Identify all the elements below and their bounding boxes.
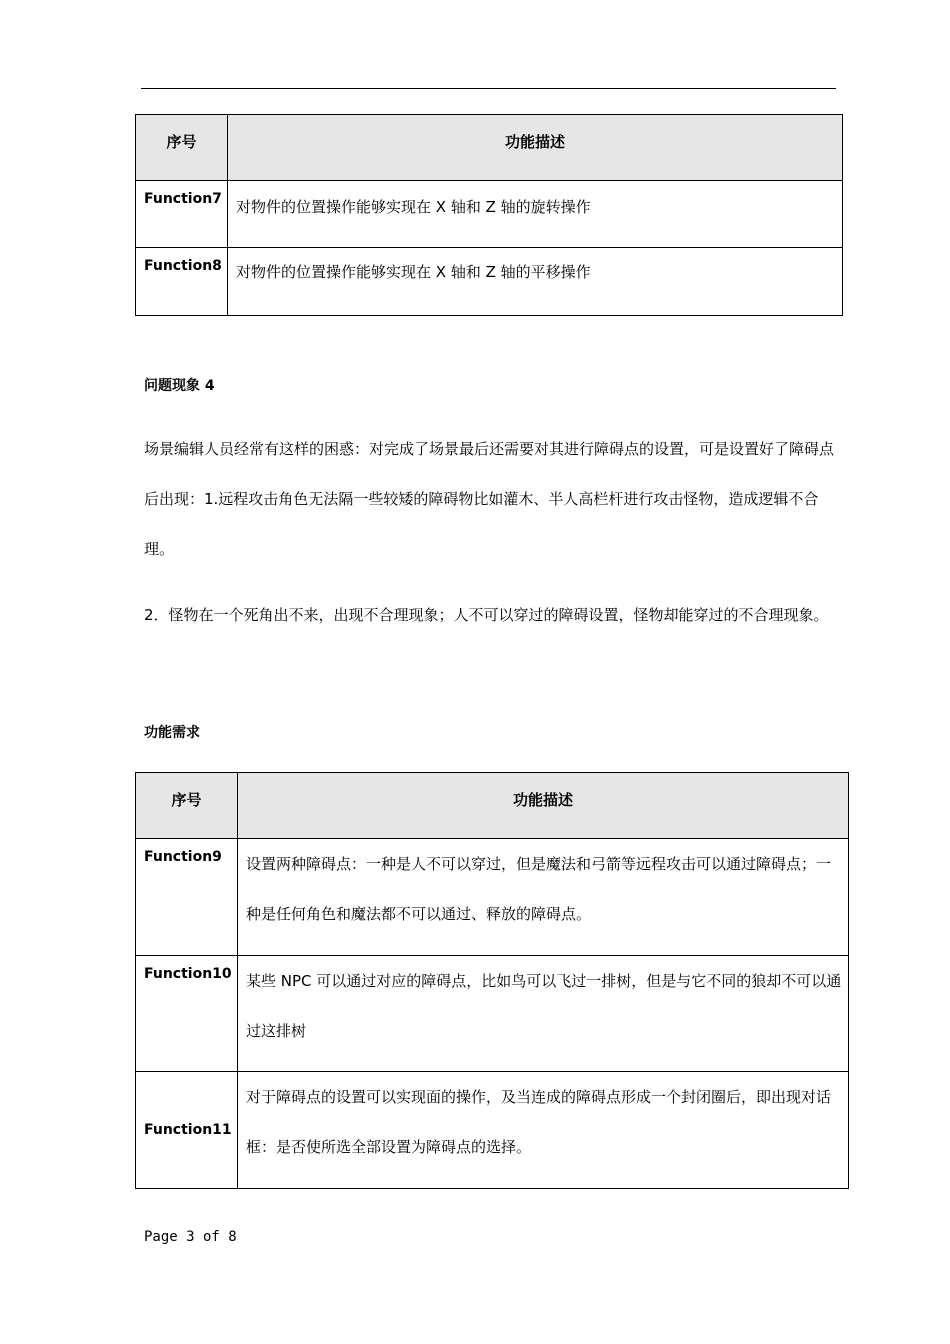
function-id: Function8	[136, 248, 228, 316]
function-desc: 对物件的位置操作能够实现在 X 轴和 Z 轴的平移操作	[228, 248, 843, 316]
header-id-cell: 序号	[136, 115, 228, 181]
section-heading-requirements: 功能需求	[144, 725, 200, 741]
function-desc: 对于障碍点的设置可以实现面的操作，及当连成的障碍点形成一个封闭圈后，即出现对话框：是否使所选全部设置为障碍点的选择。	[238, 1072, 849, 1189]
function-desc: 对物件的位置操作能够实现在 X 轴和 Z 轴的旋转操作	[228, 181, 843, 248]
function-table-1	[135, 114, 843, 316]
table-row	[136, 1072, 849, 1189]
table-row	[136, 248, 843, 316]
problem-paragraph-1: 场景编辑人员经常有这样的困惑：对完成了场景最后还需要对其进行障碍点的设置，可是设置好了障碍点后出现：1.远程攻击角色无法隔一些较矮的障碍物比如灌木、半人高栏杆进行攻击怪物，造成逻辑不合理。	[144, 440, 835, 558]
section-heading-problem: 问题现象 4	[144, 378, 215, 394]
header-id-cell: 序号	[136, 773, 238, 839]
table-header-row	[136, 773, 849, 839]
problem-paragraph-2: 2．怪物在一个死角出不来，出现不合理现象；人不可以穿过的障碍设置，怪物却能穿过的不合理现象。	[144, 606, 829, 624]
table-header-row	[136, 115, 843, 181]
table-row	[136, 839, 849, 956]
function-id: Function9	[136, 839, 238, 956]
table-row	[136, 181, 843, 248]
header-rule	[141, 88, 836, 89]
header-desc-cell: 功能描述	[228, 115, 843, 181]
function-desc: 设置两种障碍点：一种是人不可以穿过，但是魔法和弓箭等远程攻击可以通过障碍点；一种是任何角色和魔法都不可以通过、释放的障碍点。	[238, 839, 849, 956]
function-id: Function7	[136, 181, 228, 248]
function-id: Function10	[136, 956, 238, 1072]
function-desc: 某些 NPC 可以通过对应的障碍点，比如鸟可以飞过一排树，但是与它不同的狼却不可以通过这排树	[238, 956, 849, 1072]
page-number: Page 3 of 8	[144, 1229, 237, 1245]
function-table-2	[135, 772, 849, 1189]
header-desc-cell: 功能描述	[238, 773, 849, 839]
function-id: Function11	[136, 1072, 238, 1189]
table-row	[136, 956, 849, 1072]
